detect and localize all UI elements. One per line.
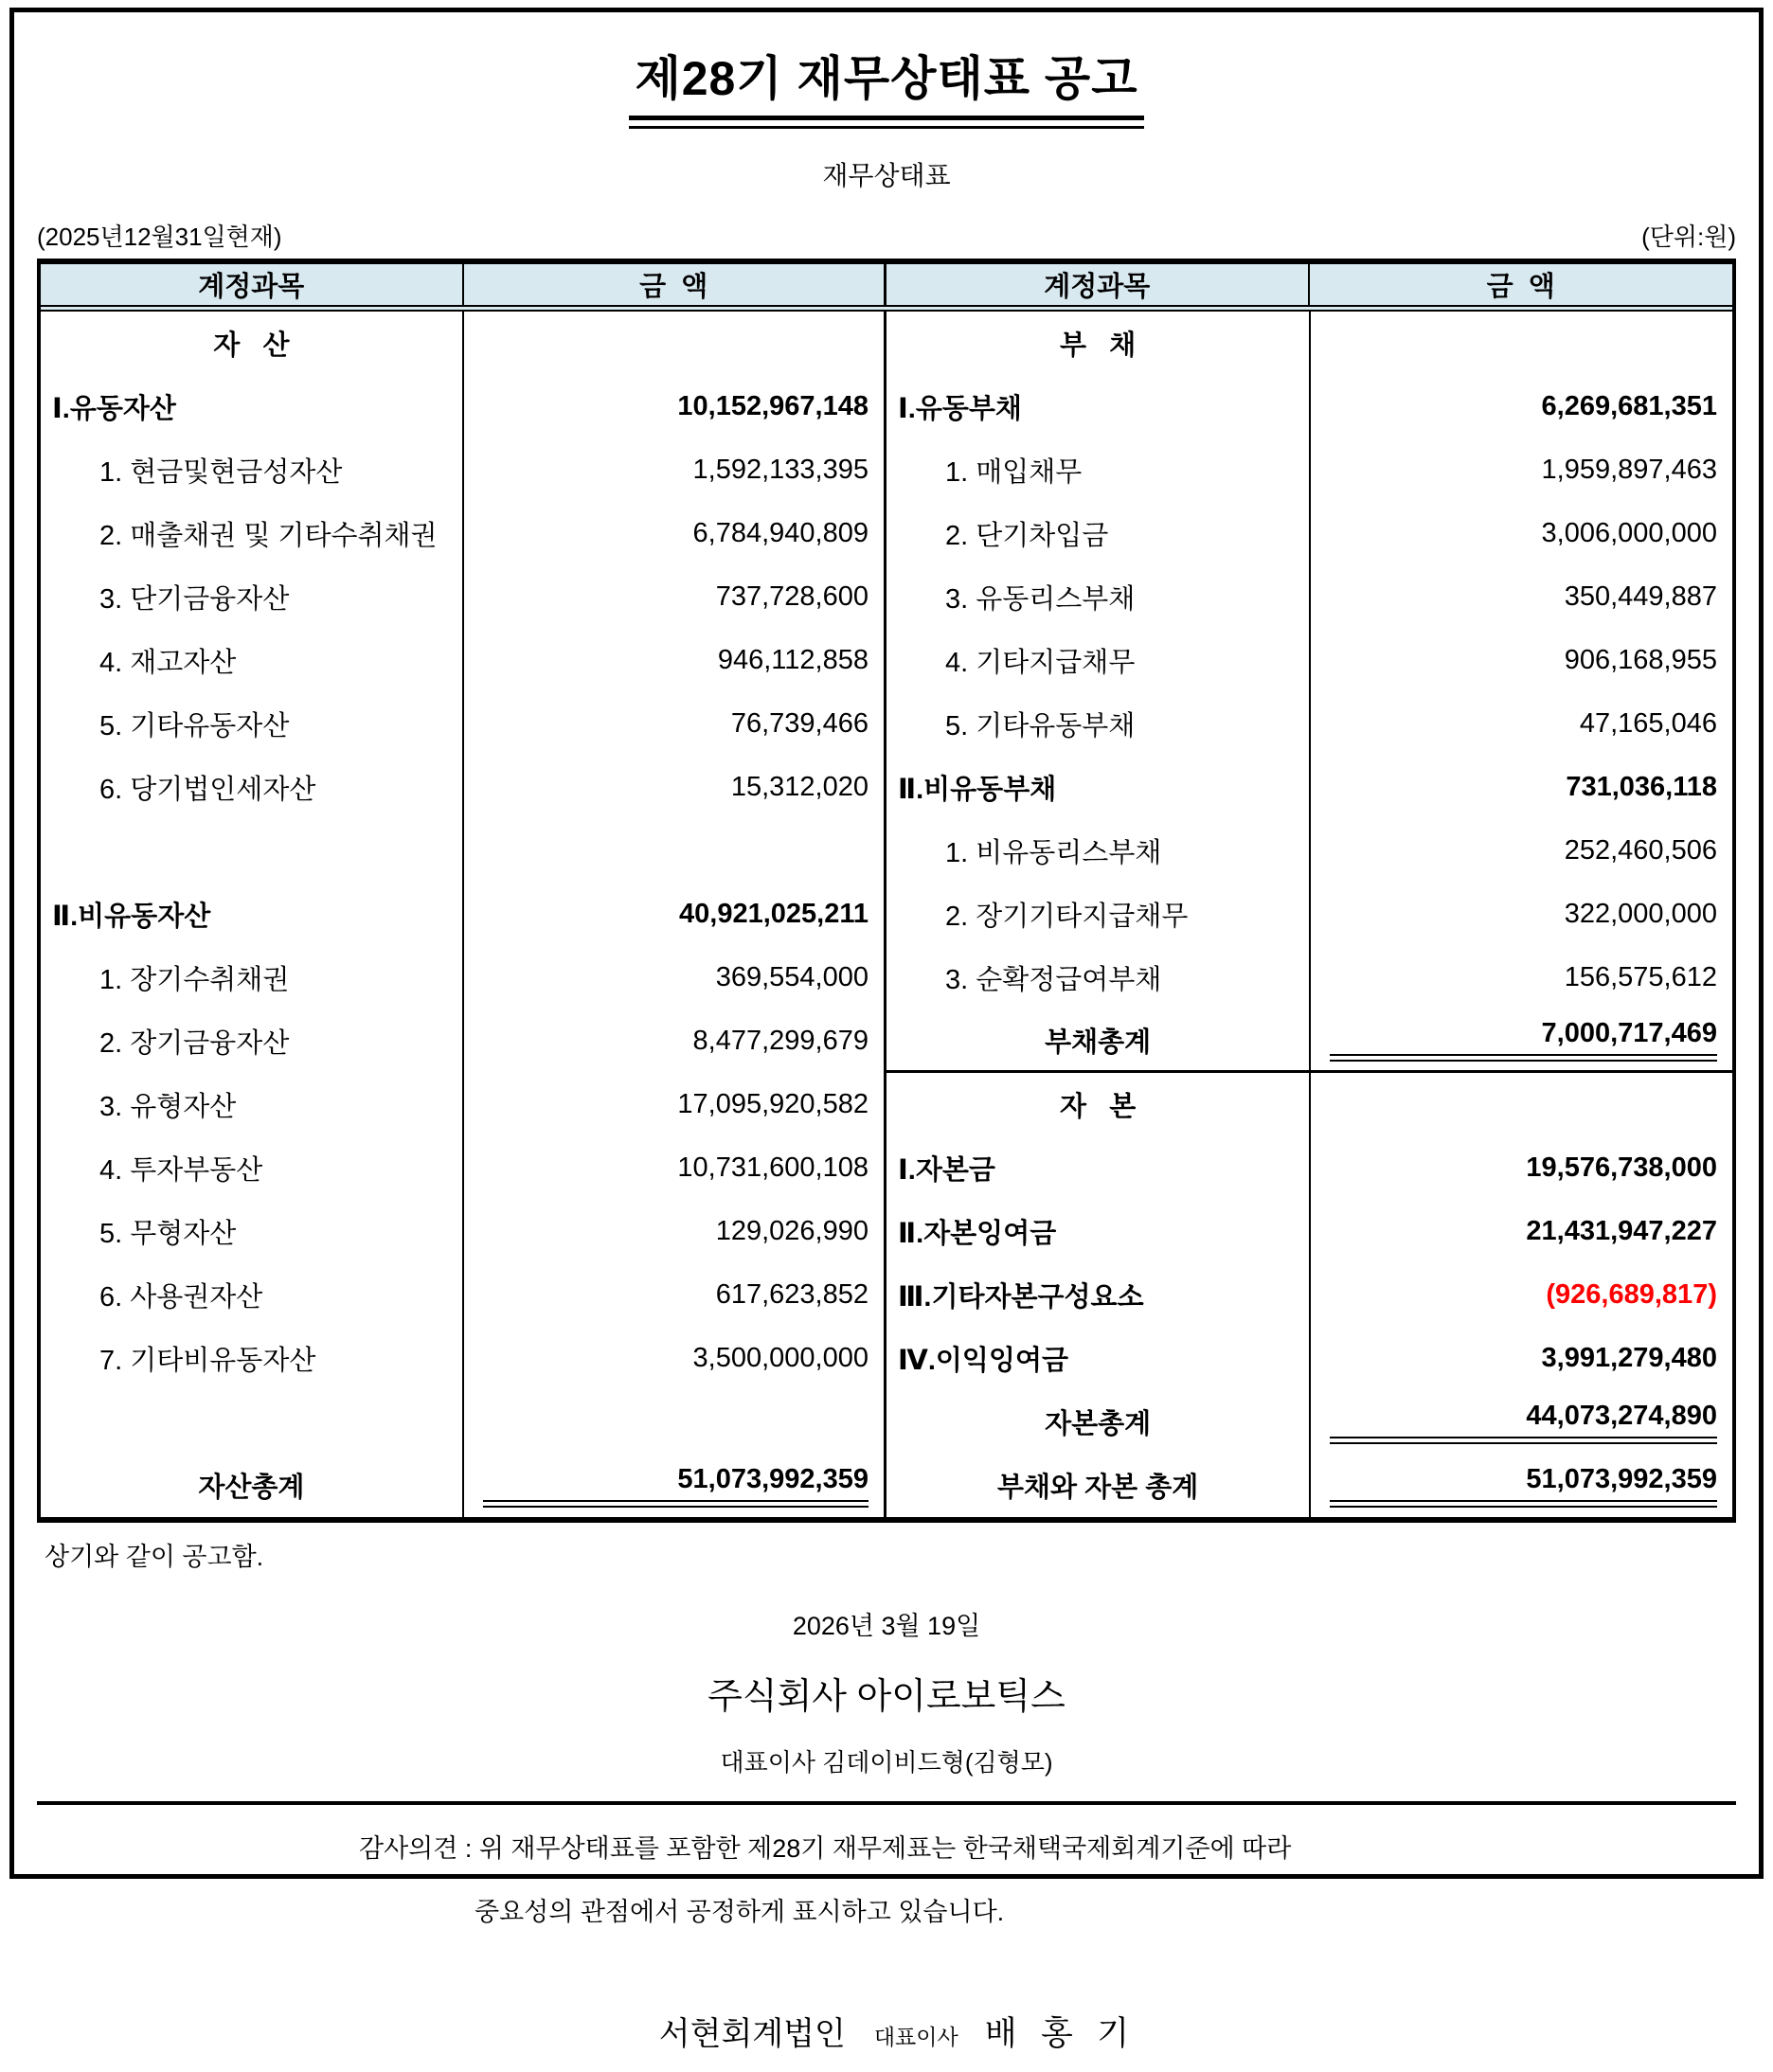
table-header-amount-left: 금 액 <box>464 264 887 305</box>
account-label <box>41 1390 464 1454</box>
table-row <box>41 1073 884 1136</box>
table-row <box>886 883 1732 946</box>
account-label: 4. 재고자산 <box>41 629 464 692</box>
amount-value: 15,312,020 <box>730 772 869 802</box>
audit-opinion-line2: 중요성의 관점에서 공정하게 표시하고 있습니다. <box>475 1898 1005 1926</box>
account-label: 1. 비유동리스부채 <box>886 819 1311 883</box>
auditor-firm: 서현회계법인 <box>658 2016 846 2052</box>
amount-value: 3,500,000,000 <box>692 1343 869 1373</box>
liabilities-equity-column <box>886 312 1732 1517</box>
table-header-row <box>41 264 1732 312</box>
table-row <box>886 692 1732 756</box>
announcement-page <box>9 8 1764 2052</box>
account-label: 자산총계 <box>41 1454 464 1517</box>
table-row <box>886 1073 1732 1136</box>
table-row <box>886 1454 1732 1517</box>
amount-value: 19,576,738,000 <box>1526 1152 1717 1183</box>
table-row <box>886 946 1732 1009</box>
amount-value <box>1311 312 1732 375</box>
amount-value: 51,073,992,359 <box>1311 1454 1732 1517</box>
account-label <box>41 819 464 883</box>
amount-value: 906,168,955 <box>1564 645 1717 675</box>
table-header-account-left: 계정과목 <box>41 264 464 305</box>
table-row <box>41 946 884 1009</box>
account-label: 자본총계 <box>886 1390 1311 1454</box>
announcement-notice: 상기와 같이 공고함. <box>45 1543 264 1571</box>
table-row <box>41 1263 884 1327</box>
amount-value: 252,460,506 <box>1564 835 1717 866</box>
amount-value <box>1311 1073 1732 1136</box>
table-row <box>886 1136 1732 1200</box>
account-label: 2. 매출채권 및 기타수취채권 <box>41 502 464 565</box>
account-label: 2. 단기차입금 <box>886 502 1311 565</box>
amount-value: 1,592,133,395 <box>692 455 869 485</box>
amount-value: 44,073,274,890 <box>1311 1390 1732 1454</box>
table-body <box>41 312 1732 1517</box>
amount-value: (926,689,817) <box>1546 1279 1717 1310</box>
amount-value: 17,095,920,582 <box>677 1089 869 1119</box>
table-row <box>41 756 884 819</box>
amount-value: 1,959,897,463 <box>1541 455 1717 485</box>
table-row <box>41 375 884 438</box>
amount-value: 8,477,299,679 <box>692 1026 869 1056</box>
amount-value <box>464 312 884 375</box>
amount-value: 731,036,118 <box>1566 772 1717 802</box>
account-label: 6. 당기법인세자산 <box>41 756 464 819</box>
amount-value: 322,000,000 <box>1564 899 1717 929</box>
account-label: Ⅱ.자본잉여금 <box>886 1200 1311 1263</box>
account-label: 부채총계 <box>886 1009 1311 1070</box>
amount-value: 10,152,967,148 <box>677 391 869 421</box>
table-row <box>41 1454 884 1517</box>
amount-value: 6,269,681,351 <box>1541 391 1717 421</box>
as-of-date: (2025년12월31일현재) <box>37 223 282 251</box>
table-row <box>886 819 1732 883</box>
account-label: 자 산 <box>41 312 464 375</box>
account-label: Ⅱ.비유동부채 <box>886 756 1311 819</box>
amount-value: 617,623,852 <box>715 1279 869 1310</box>
table-row <box>886 756 1732 819</box>
table-row <box>886 312 1732 375</box>
account-label: 1. 매입채무 <box>886 438 1311 502</box>
table-row <box>41 502 884 565</box>
table-row <box>886 1200 1732 1263</box>
account-label: 5. 무형자산 <box>41 1200 464 1263</box>
account-label: 자 본 <box>886 1073 1311 1136</box>
title-underline <box>629 41 1143 129</box>
table-row <box>886 1327 1732 1390</box>
account-label: 2. 장기기타지급채무 <box>886 883 1311 946</box>
account-label: 7. 기타비유동자산 <box>41 1327 464 1390</box>
account-label: 부채와 자본 총계 <box>886 1454 1311 1517</box>
account-label: Ⅰ.유동자산 <box>41 375 464 438</box>
table-row <box>41 819 884 883</box>
amount-value <box>464 1390 884 1454</box>
amount-value: 40,921,025,211 <box>679 899 869 929</box>
account-label: 부 채 <box>886 312 1311 375</box>
amount-value: 737,728,600 <box>715 581 869 612</box>
account-label: Ⅲ.기타자본구성요소 <box>886 1263 1311 1327</box>
account-label: Ⅱ.비유동자산 <box>41 883 464 946</box>
table-row <box>886 629 1732 692</box>
table-row <box>886 1390 1732 1454</box>
announcement-date: 2026년 3월 19일 <box>792 1612 981 1640</box>
amount-value <box>464 819 884 883</box>
amount-value: 369,554,000 <box>715 962 869 992</box>
amount-value: 7,000,717,469 <box>1311 1009 1732 1070</box>
amount-value: 3,006,000,000 <box>1541 518 1717 548</box>
company-name: 주식회사 아이로보틱스 <box>707 1677 1066 1717</box>
table-row <box>41 312 884 375</box>
table-row <box>886 438 1732 502</box>
table-row <box>886 1009 1732 1073</box>
account-label: 1. 현금및현금성자산 <box>41 438 464 502</box>
account-label: Ⅰ.유동부채 <box>886 375 1311 438</box>
ceo-name: 대표이사 김데이비드형(김형모) <box>720 1748 1053 1777</box>
table-row <box>41 438 884 502</box>
audit-opinion-line1: 감사의견 : 위 재무상태표를 포함한 제28기 재무제표는 한국채택국제회계기준에 따라 <box>359 1834 1292 1863</box>
financial-table <box>37 259 1736 1523</box>
account-label: 6. 사용권자산 <box>41 1263 464 1327</box>
amount-value: 76,739,466 <box>730 708 869 739</box>
account-label: 5. 기타유동자산 <box>41 692 464 756</box>
unit-label: (단위:원) <box>1641 223 1736 251</box>
amount-value: 946,112,858 <box>717 645 869 675</box>
table-row <box>41 1136 884 1200</box>
account-label: 1. 장기수취채권 <box>41 946 464 1009</box>
table-row <box>886 565 1732 629</box>
amount-value: 3,991,279,480 <box>1541 1343 1717 1373</box>
account-label: 5. 기타유동부채 <box>886 692 1311 756</box>
table-row <box>41 692 884 756</box>
table-row <box>41 629 884 692</box>
table-row <box>886 375 1732 438</box>
account-label: 3. 유형자산 <box>41 1073 464 1136</box>
account-label: 4. 투자부동산 <box>41 1136 464 1200</box>
account-label: 4. 기타지급채무 <box>886 629 1311 692</box>
amount-value: 129,026,990 <box>715 1216 869 1246</box>
account-label: 2. 장기금융자산 <box>41 1009 464 1073</box>
table-row <box>886 502 1732 565</box>
account-label: Ⅰ.자본금 <box>886 1136 1311 1200</box>
amount-value: 10,731,600,108 <box>677 1152 869 1183</box>
assets-column <box>41 312 886 1517</box>
page-title: 제28기 재무상태표 공고 <box>629 41 1143 120</box>
amount-value: 156,575,612 <box>1564 962 1717 992</box>
table-header-amount-right: 금 액 <box>1486 272 1555 302</box>
table-row <box>41 1009 884 1073</box>
auditor-title: 대표이사 <box>873 2025 958 2049</box>
account-label: 3. 순확정급여부채 <box>886 946 1311 1009</box>
table-row <box>41 883 884 946</box>
amount-value: 51,073,992,359 <box>464 1454 884 1517</box>
table-header-account-right: 계정과목 <box>886 264 1310 305</box>
table-row <box>41 1327 884 1390</box>
account-label: 3. 단기금융자산 <box>41 565 464 629</box>
table-row <box>41 1390 884 1454</box>
account-label: 3. 유동리스부채 <box>886 565 1311 629</box>
table-row <box>41 565 884 629</box>
amount-value: 6,784,940,809 <box>692 518 869 548</box>
auditor-signature-line <box>37 1991 1736 2072</box>
table-row <box>41 1200 884 1263</box>
amount-value: 350,449,887 <box>1564 581 1717 612</box>
statement-subtitle: 재무상태표 <box>822 161 951 190</box>
account-label: Ⅳ.이익잉여금 <box>886 1327 1311 1390</box>
separator-rule <box>37 1801 1736 1805</box>
auditor-name: 배 홍 기 <box>984 2015 1132 2052</box>
amount-value: 47,165,046 <box>1579 708 1717 739</box>
table-row <box>886 1263 1732 1327</box>
amount-value: 21,431,947,227 <box>1526 1216 1717 1246</box>
